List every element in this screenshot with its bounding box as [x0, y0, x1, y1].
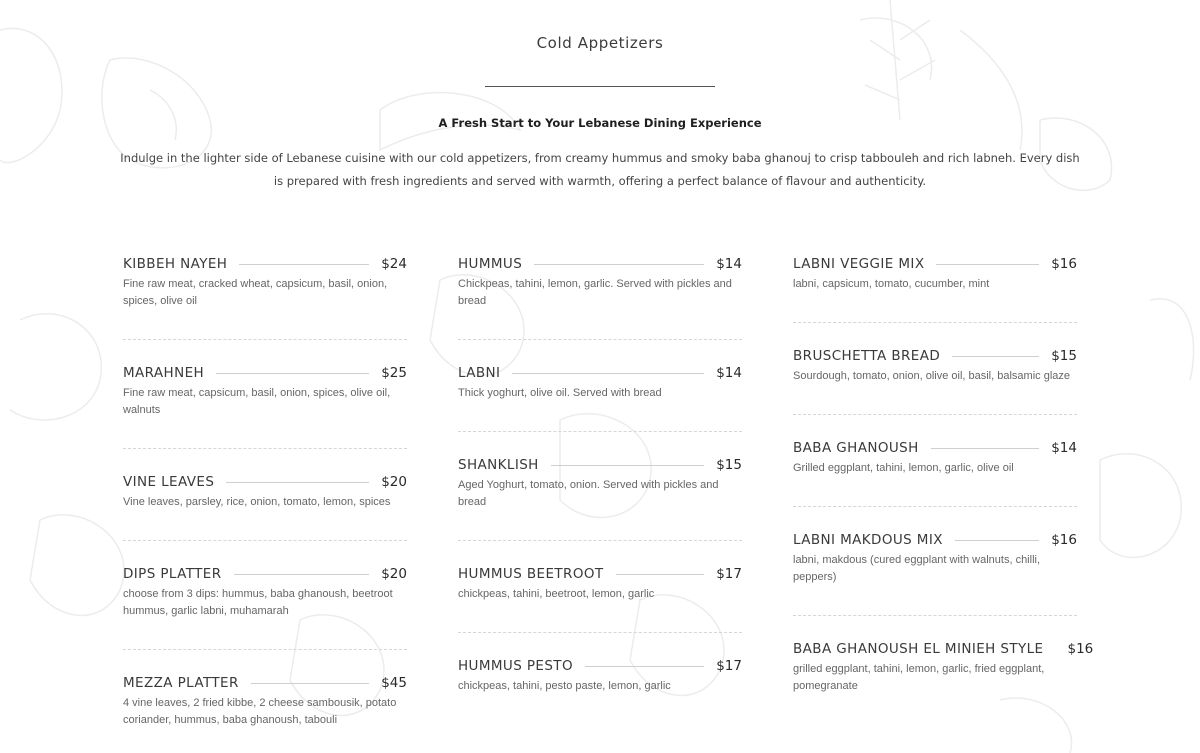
menu-item [123, 674, 407, 734]
menu-item-description: chickpeas, tahini, pesto paste, lemon, garlic [458, 680, 671, 692]
menu-column-middle [458, 255, 742, 707]
menu-item [123, 364, 407, 448]
section-intro-text: Indulge in the lighter side of Lebanese cuisine with our cold appetizers, from creamy hummus and smoky baba ghanouj to crisp tabbouleh and rich labneh. Every dish is prepared with fresh ingredients and served with warmth, offering a perfect balance of flavour and authenticity. [120, 151, 1080, 188]
menu-item-description: Vine leaves, parsley, rice, onion, tomato, lemon, spices [123, 496, 391, 508]
menu-item [793, 640, 1094, 700]
menu-item-description: chickpeas, tahini, beetroot, lemon, garlic [458, 588, 655, 600]
menu-item-description: Thick yoghurt, olive oil. Served with bread [458, 387, 662, 399]
menu-item-name: HUMMUS BEETROOT [458, 566, 604, 582]
price-leader-line [936, 264, 1039, 265]
menu-item-price: $14 [1051, 440, 1077, 456]
menu-item-price: $14 [716, 256, 742, 272]
section-subtitle: A Fresh Start to Your Lebanese Dining Experience [438, 116, 762, 130]
price-leader-line [234, 574, 370, 575]
menu-column-right [793, 255, 1094, 700]
menu-item-price: $20 [381, 474, 407, 490]
menu-item-description: 4 vine leaves, 2 fried kibbe, 2 cheese sambousik, potato coriander, hummus, baba ghanoush, tabouli [123, 697, 397, 726]
menu-item-name: VINE LEAVES [123, 474, 215, 490]
menu-item [123, 565, 407, 649]
item-divider [793, 615, 1077, 616]
item-divider [123, 339, 407, 340]
menu-item [793, 439, 1077, 506]
menu-item-description: Chickpeas, tahini, lemon, garlic. Served with pickles and bread [458, 278, 732, 307]
menu-item-price: $14 [716, 365, 742, 381]
price-leader-line [534, 264, 704, 265]
price-leader-line [931, 448, 1040, 449]
menu-item-description: grilled eggplant, tahini, lemon, garlic, fried eggplant, pomegranate [793, 663, 1045, 692]
item-divider [458, 540, 742, 541]
menu-item-price: $15 [716, 457, 742, 473]
menu-item-name: BRUSCHETTA BREAD [793, 348, 941, 364]
menu-item-name: LABNI MAKDOUS MIX [793, 532, 943, 548]
menu-item-price: $16 [1067, 641, 1094, 657]
title-underline [485, 86, 715, 87]
menu-item-description: Sourdough, tomato, onion, olive oil, basil, balsamic glaze [793, 370, 1070, 382]
menu-item [793, 347, 1077, 414]
menu-item-price: $25 [381, 365, 407, 381]
item-divider [793, 414, 1077, 415]
menu-item-description: Grilled eggplant, tahini, lemon, garlic, olive oil [793, 462, 1014, 474]
item-divider [793, 506, 1077, 507]
menu-item-description: labni, capsicum, tomato, cucumber, mint [793, 278, 990, 290]
price-leader-line [952, 356, 1039, 357]
item-divider [793, 322, 1077, 323]
price-leader-line [226, 482, 369, 483]
menu-item-name: DIPS PLATTER [123, 566, 222, 582]
menu-item [458, 456, 742, 540]
menu-item [458, 565, 742, 632]
menu-item-name: BABA GHANOUSH EL MINIEH STYLE [793, 641, 1044, 657]
menu-item [123, 255, 407, 339]
price-leader-line [216, 373, 369, 374]
menu-item [123, 473, 407, 540]
price-leader-line [585, 666, 704, 667]
menu-item-description: Aged Yoghurt, tomato, onion. Served with pickles and bread [458, 479, 719, 508]
menu-item-name: LABNI VEGGIE MIX [793, 256, 925, 272]
menu-item [458, 255, 742, 339]
menu-item-price: $24 [381, 256, 407, 272]
menu-item-description: Fine raw meat, capsicum, basil, onion, spices, olive oil, walnuts [123, 387, 391, 416]
menu-item-name: LABNI [458, 365, 501, 381]
item-divider [458, 632, 742, 633]
menu-item-price: $17 [716, 566, 742, 582]
price-leader-line [551, 465, 704, 466]
menu-item [793, 255, 1077, 322]
menu-item [793, 531, 1077, 615]
item-divider [123, 540, 407, 541]
menu-item-name: HUMMUS [458, 256, 523, 272]
price-leader-line [955, 540, 1039, 541]
menu-item-name: SHANKLISH [458, 457, 539, 473]
section-title: Cold Appetizers [536, 34, 664, 52]
menu-item-price: $17 [716, 658, 742, 674]
menu-item [458, 657, 742, 707]
menu-item-price: $15 [1051, 348, 1077, 364]
menu-item-name: MARAHNEH [123, 365, 205, 381]
item-divider [123, 649, 407, 650]
item-divider [458, 339, 742, 340]
item-divider [123, 448, 407, 449]
menu-item-name: MEZZA PLATTER [123, 675, 239, 691]
menu-item-price: $16 [1051, 256, 1077, 272]
menu-item-name: HUMMUS PESTO [458, 658, 573, 674]
menu-item [458, 364, 742, 431]
price-leader-line [512, 373, 704, 374]
menu-item-name: KIBBEH NAYEH [123, 256, 228, 272]
menu-item-name: BABA GHANOUSH [793, 440, 919, 456]
menu-item-description: choose from 3 dips: hummus, baba ghanoush, beetroot hummus, garlic labni, muhamarah [123, 588, 393, 617]
item-divider [458, 431, 742, 432]
price-leader-line [251, 683, 369, 684]
price-leader-line [239, 264, 369, 265]
price-leader-line [616, 574, 705, 575]
menu-column-left [123, 255, 407, 734]
menu-item-price: $45 [381, 675, 407, 691]
menu-item-description: Fine raw meat, cracked wheat, capsicum, basil, onion, spices, olive oil [123, 278, 388, 307]
menu-item-price: $20 [381, 566, 407, 582]
menu-item-description: labni, makdous (cured eggplant with walnuts, chilli, peppers) [793, 554, 1041, 583]
menu-item-price: $16 [1051, 532, 1077, 548]
